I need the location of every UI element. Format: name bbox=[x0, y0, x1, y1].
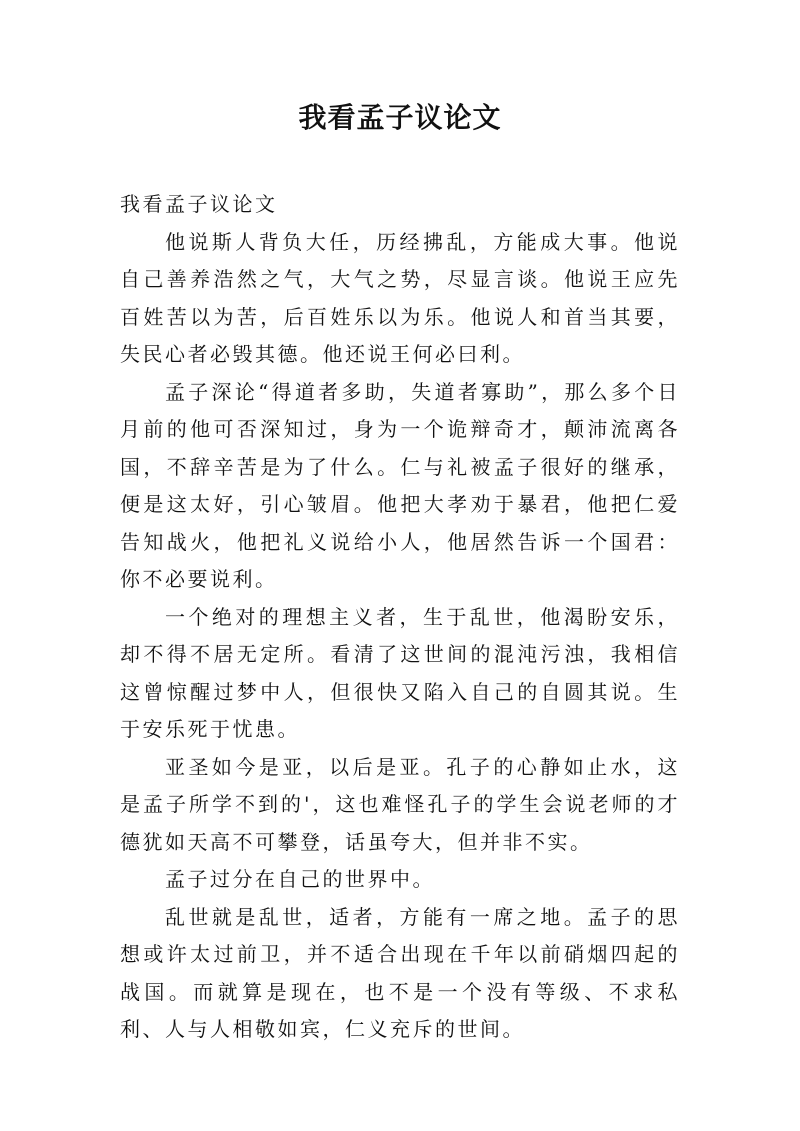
document-subtitle: 我看孟子议论文 bbox=[120, 192, 278, 216]
paragraph: 孟子过分在自己的世界中。 bbox=[165, 867, 435, 891]
paragraph: 他说斯人背负大任，历经拂乱，方能成大事。他说自己善养浩然之气，大气之势，尽显言谈。他说王应先百姓苦以为苦，后百姓乐以为乐。他说人和首当其要，失民心者必毁其德。他还说王何必曰利。 bbox=[120, 229, 680, 366]
paragraph: 乱世就是乱世，适者，方能有一席之地。孟子的思想或许太过前卫，并不适合出现在千年以前硝烟四起的战国。而就算是现在，也不是一个没有等级、不求私利、人与人相敬如宾，仁义充斥的世间。 bbox=[120, 904, 680, 1041]
paragraph: 孟子深论“得道者多助，失道者寡助”，那么多个日月前的他可否深知过，身为一个诡辩奇才，颠沛流离各国，不辞辛苦是为了什么。仁与礼被孟子很好的继承，便是这太好，引心皱眉。他把大孝劝于暴君，他把仁爱告知战火，他把礼义说给小人，他居然告诉一个国君：你不必要说利。 bbox=[120, 379, 680, 591]
paragraph: 一个绝对的理想主义者，生于乱世，他渴盼安乐，却不得不居无定所。看清了这世间的混沌污浊，我相信这曾惊醒过梦中人，但很快又陷入自己的自圆其说。生于安乐死于忧患。 bbox=[120, 604, 680, 741]
document-title: 我看孟子议论文 bbox=[298, 101, 502, 134]
document-body bbox=[120, 186, 680, 1049]
paragraph: 亚圣如今是亚，以后是亚。孔子的心静如止水，这是孟子所学不到的'，这也难怪孔子的学生会说老师的才德犹如天高不可攀登，话虽夸大，但并非不实。 bbox=[120, 754, 680, 854]
